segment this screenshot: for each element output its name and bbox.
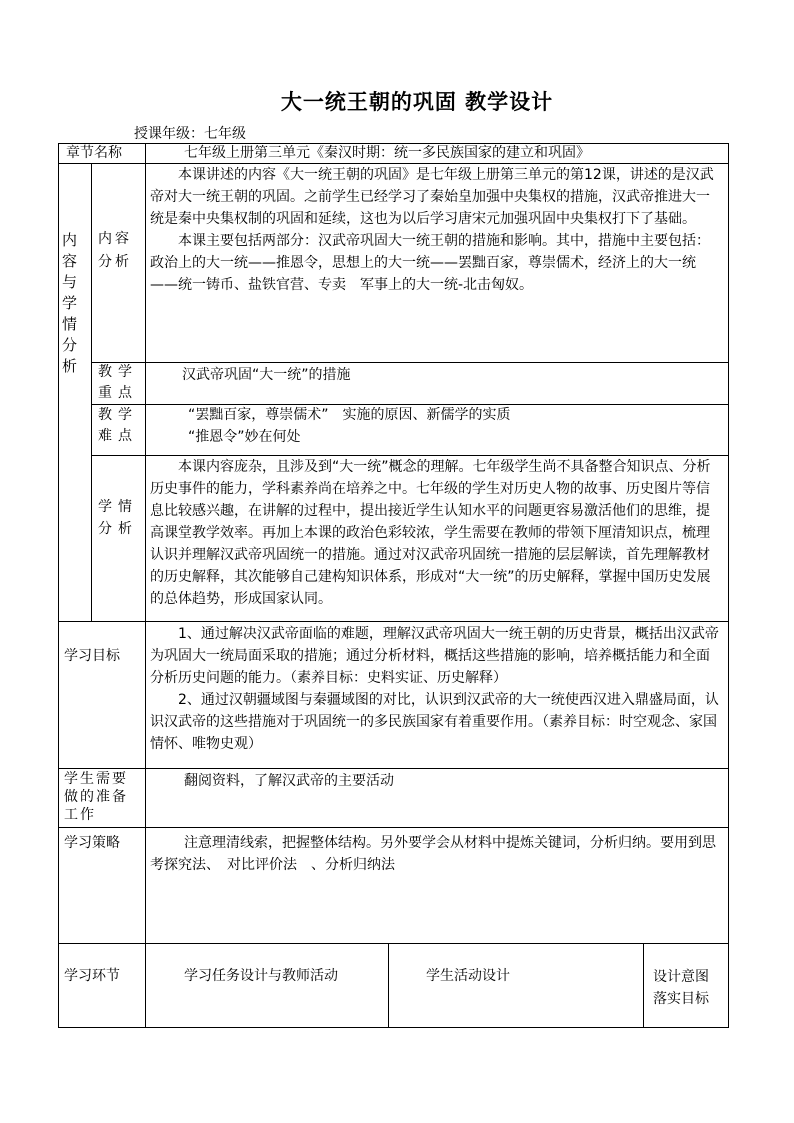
student-analysis	[150, 456, 722, 610]
difficulty-line-1: “罢黜百家，尊崇儒术” 实施的原因、新儒学的实质	[188, 407, 511, 423]
key-point-label: 教学重点	[98, 364, 138, 401]
learning-goals	[150, 623, 722, 755]
learning-strategy	[150, 832, 722, 876]
goal-paragraph-1: 1、通过解决汉武帝面临的难题，理解汉武帝巩固大一统王朝的历史背景，概括出汉武帝为巩固大一统局面采取的措施；通过分析材料，概括这些措施的影响，培养概括能力和全面分析历史问题的能力。（素养目标：史料实证、历史解释）	[150, 626, 719, 686]
content-label: 内容分析	[98, 231, 132, 270]
task-design-label: 学习任务设计与教师活动	[184, 968, 338, 984]
content-paragraph-1: 本课讲述的内容《大一统王朝的巩固》是七年级上册第三单元的第12课，讲述的是汉武帝对大一统王朝的巩固。之前学生已经学习了秦始皇加强中央集权的措施，汉武帝推进大一统是秦中央集权制的巩固和延续，这也为以后学习唐宋元加强巩固中央集权打下了基础。	[150, 167, 714, 227]
strategy-paragraph: 注意理清线索，把握整体结构。另外要学会从材料中提炼关键词，分析归纳。要用到思考探究法、 对比评价法 、分析归纳法	[150, 835, 716, 873]
table-rule	[388, 943, 389, 1027]
table-rule	[58, 943, 729, 944]
table-rule	[91, 362, 729, 363]
content-paragraph-2: 本课主要包括两部分：汉武帝巩固大一统王朝的措施和影响。其中，措施中主要包括：政治上的大一统——推恩令，思想上的大一统——罢黜百家，尊崇儒术，经济上的大一统——统一铸币、盐铁官营、专卖 军事上的大一统-北击匈奴。	[150, 233, 710, 293]
preparation-value: 翻阅资料，了解汉武帝的主要活动	[184, 773, 394, 789]
chapter-label: 章节名称	[66, 145, 122, 161]
difficulty-label: 教学难点	[98, 407, 138, 444]
table-rule	[58, 768, 729, 769]
table-rule	[58, 621, 729, 622]
design-intent-line-2: 落实目标	[653, 991, 709, 1007]
goal-paragraph-2: 2、通过汉朝疆域图与秦疆域图的对比，认识到汉武帝的大一统使西汉进入鼎盛局面，认识汉武帝的这些措施对于巩固统一的多民族国家有着重要作用。（素养目标：时空观念、家国情怀、唯物史观）	[150, 692, 719, 752]
student-paragraph: 本课内容庞杂，且涉及到“大一统”概念的理解。七年级学生尚不具备整合知识点、分析历史事件的能力，学科素养尚在培养之中。七年级的学生对历史人物的故事、历史图片等信息比较感兴趣，在讲解的过程中，提出接近学生认知水平的问题更容易激活他们的思维，提高课堂教学效率。再加上本课的政治色彩较浓，学生需要在教师的带领下厘清知识点，梳理认识并理解汉武帝巩固统一的措施。通过对汉武帝巩固统一措施的层层解读，首先理解教材的历史解释，其次能够自己建构知识体系，形成对“大一统”的历史解释，掌握中国历史发展的总体趋势，形成国家认同。	[150, 459, 711, 607]
content-analysis	[150, 164, 722, 296]
table-rule	[58, 143, 59, 1027]
table-rule	[145, 143, 146, 1027]
table-rule	[58, 1027, 729, 1028]
student-analysis-label: 学情分析	[98, 499, 138, 537]
table-rule	[728, 143, 729, 1027]
difficulty-line-2: “推恩令”妙在何处	[188, 429, 301, 445]
preparation-label: 学生需要做的准备工作	[64, 771, 128, 823]
table-rule	[643, 943, 644, 1027]
student-activity-label: 学生活动设计	[426, 968, 510, 984]
step-label: 学习环节	[64, 968, 120, 984]
design-intent-line-1: 设计意图	[653, 969, 709, 985]
strategy-label: 学习策略	[64, 835, 120, 851]
document-title: 大一统王朝的巩固 教学设计	[280, 90, 554, 114]
chapter-value: 七年级上册第三单元《秦汉时期：统一多民族国家的建立和巩固》	[184, 145, 590, 161]
table-rule	[91, 163, 92, 621]
section-label: 内容与学情分析	[62, 231, 78, 375]
key-point-value: 汉武帝巩固“大一统”的措施	[182, 367, 351, 383]
goals-label: 学习目标	[64, 648, 120, 664]
grade-line: 授课年级：七年级	[134, 126, 246, 142]
table-rule	[58, 827, 729, 828]
